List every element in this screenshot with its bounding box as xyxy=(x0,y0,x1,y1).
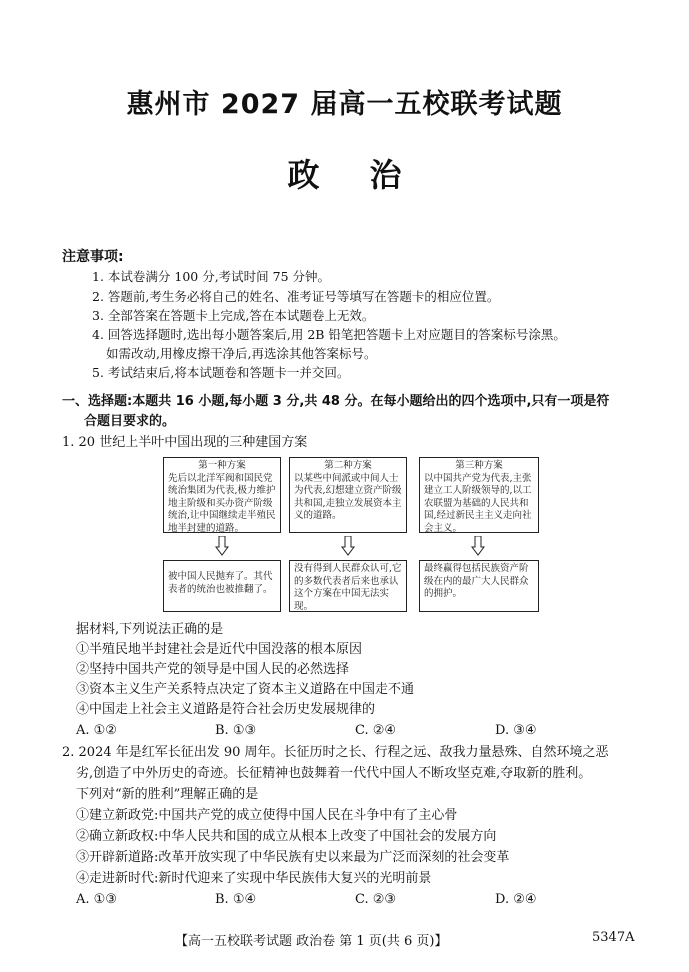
page-footer: 【高一五校联考试题 政治卷 第 1 页(共 6 页)】 xyxy=(175,934,448,949)
scheme-2-result: 没有得到人民群众认可,它的多数代表者后来也承认这个方案在中国无法实现。 xyxy=(289,560,407,612)
notice-item: 1. 本试卷满分 100 分,考试时间 75 分钟。 xyxy=(92,269,331,284)
q1-statement: ②坚持中国共产党的领导是中国人民的必然选择 xyxy=(76,662,350,677)
q1-option-a: A. ①② xyxy=(76,723,117,738)
scheme-3-text: 以中国共产党为代表,主张建立工人阶级领导的,以工农联盟为基础的人民共和国,经过新民主主义走向社会主义。 xyxy=(424,472,532,534)
section-heading-cont: 合题目要求的。 xyxy=(84,414,176,429)
q2-option-b: B. ①④ xyxy=(215,892,257,907)
scheme-2-text: 以某些中间派或中间人士为代表,幻想建立资产阶级共和国,走独立发展资本主义的道路。 xyxy=(294,472,402,521)
q2-option-d: D. ②④ xyxy=(495,892,537,907)
exam-title: 惠州市 2027 届高一五校联考试题 xyxy=(126,89,563,120)
q1-option-c: C. ②④ xyxy=(355,723,397,738)
q1-statement: ③资本主义生产关系特点决定了资本主义道路在中国走不通 xyxy=(76,682,415,697)
scheme-1-text: 先后以北洋军阀和国民党统治集团为代表,极力维护地主阶级和买办资产阶级统治,让中国继续走半殖民地半封建的道路。 xyxy=(168,472,276,534)
paper-code: 5347A xyxy=(592,930,635,945)
section-heading: 一、选择题:本题共 16 小题,每小题 3 分,共 48 分。在每小题给出的四个选项中,只有一项是符 xyxy=(62,394,610,409)
q2-statement: ②确立新政权:中华人民共和国的成立从根本上改变了中国社会的发展方向 xyxy=(76,829,497,844)
notice-item: 5. 考试结束后,将本试题卷和答题卡一并交回。 xyxy=(92,365,350,380)
q2-stem-cont: 劣,创造了中外历史的奇迹。长征精神也鼓舞着一代代中国人不断攻坚克难,夺取新的胜利。 xyxy=(76,766,592,781)
q1-option-b: B. ①③ xyxy=(215,723,257,738)
q1-stem: 1. 20 世纪上半叶中国出现的三种建国方案 xyxy=(62,435,308,450)
q2-statement: ③开辟新道路:改革开放实现了中华民族有史以来最为广泛而深刻的社会变革 xyxy=(76,850,510,865)
q2-option-a: A. ①③ xyxy=(76,892,117,907)
notice-item: 如需改动,用橡皮擦干净后,再选涂其他答案标号。 xyxy=(106,346,377,361)
notice-item: 3. 全部答案在答题卡上完成,答在本试题卷上无效。 xyxy=(92,308,375,323)
down-arrow-icon xyxy=(471,536,485,556)
q1-statement: ④中国走上社会主义道路是符合社会历史发展规律的 xyxy=(76,702,376,717)
q2-prompt: 下列对“新的胜利”理解正确的是 xyxy=(76,787,259,802)
scheme-1-box xyxy=(163,457,281,533)
exam-subject: 政治 xyxy=(287,156,452,194)
q2-statement: ④走进新时代:新时代迎来了实现中华民族伟大复兴的光明前景 xyxy=(76,871,432,886)
q2-stem: 2. 2024 年是红军长征出发 90 周年。长征历时之长、行程之远、敌我力量悬殊、自然环境之恶 xyxy=(62,745,609,760)
scheme-3-title: 第三种方案 xyxy=(455,460,503,471)
notice-item: 2. 答题前,考生务必将自己的姓名、准考证号等填写在答题卡的相应位置。 xyxy=(92,289,500,304)
q1-statement: ①半殖民地半封建社会是近代中国没落的根本原因 xyxy=(76,642,363,657)
q2-statement: ①建立新政党:中国共产党的成立使得中国人民在斗争中有了主心骨 xyxy=(76,808,458,823)
scheme-1-result: 被中国人民抛弃了。其代表者的统治也被推翻了。 xyxy=(163,560,281,612)
notice-heading: 注意事项: xyxy=(62,249,124,265)
scheme-3-box xyxy=(419,457,539,533)
notice-item: 4. 回答选择题时,选出每小题答案后,用 2B 铅笔把答题卡上对应题目的答案标号涂黑。 xyxy=(92,327,566,342)
scheme-3-result: 最终赢得包括民族资产阶级在内的最广大人民群众的拥护。 xyxy=(419,560,539,612)
scheme-2-title: 第二种方案 xyxy=(324,460,372,471)
scheme-2-box xyxy=(289,457,407,533)
down-arrow-icon xyxy=(341,536,355,556)
q1-prompt: 据材料,下列说法正确的是 xyxy=(76,622,224,637)
down-arrow-icon xyxy=(215,536,229,556)
q1-option-d: D. ③④ xyxy=(495,723,537,738)
q2-option-c: C. ②③ xyxy=(355,892,397,907)
scheme-1-title: 第一种方案 xyxy=(198,460,246,471)
